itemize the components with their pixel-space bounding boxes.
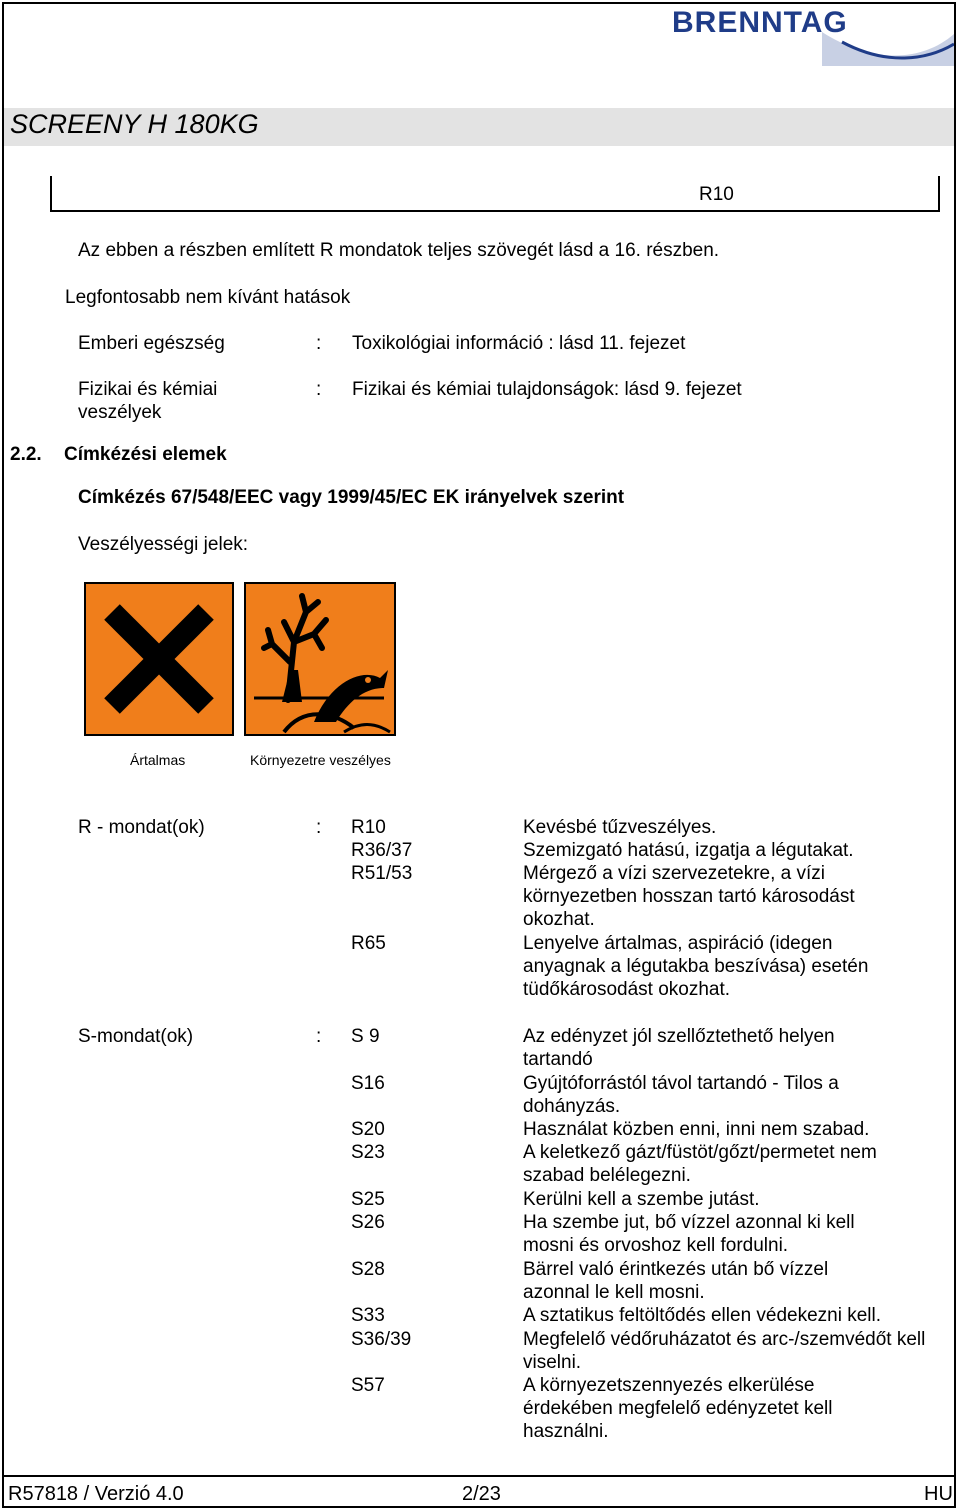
- s-phrase-code: S 9: [351, 1026, 380, 1047]
- s-phrase-code: S57: [351, 1375, 385, 1396]
- s-phrase-code: S16: [351, 1073, 385, 1094]
- s-phrase-code: S26: [351, 1212, 385, 1233]
- effect-value: Toxikológiai információ : lásd 11. fejezet: [352, 333, 686, 354]
- s-phrase-code: S25: [351, 1189, 385, 1210]
- r-phrase-code: R51/53: [351, 863, 413, 884]
- harmful-x-icon: [84, 582, 234, 741]
- effect-value: Fizikai és kémiai tulajdonságok: lásd 9. fejezet: [352, 379, 742, 400]
- r-phrases-label: R - mondat(ok): [78, 817, 205, 838]
- directive-heading: Címkézés 67/548/EEC vagy 1999/45/EC EK irányelvek szerint: [78, 487, 625, 508]
- footer-language: HU: [924, 1483, 953, 1505]
- r-phrase-text: Szemizgató hatású, izgatja a légutakat.: [523, 840, 854, 861]
- r-phrase-code: R10: [351, 817, 386, 838]
- logo-wordmark: BRENNTAG: [672, 6, 848, 39]
- r-phrases-sep: :: [316, 817, 322, 838]
- s-phrase-text: Megfelelő védőruházatot és arc-/szemvédőt kell viselni.: [523, 1329, 926, 1373]
- pictogram-label: Környezetre veszélyes: [250, 752, 391, 768]
- environment-hazard-icon: [244, 582, 396, 741]
- effects-heading: Legfontosabb nem kívánt hatások: [65, 287, 351, 308]
- r-phrase-text: Mérgező a vízi szervezetekre, a vízi környezetben hosszan tartó károsodást okozhat.: [523, 863, 855, 930]
- s-phrase-text: Az edényzet jól szellőztethető helyen tartandó: [523, 1026, 835, 1070]
- s-phrase-code: S36/39: [351, 1329, 412, 1350]
- s-phrase-text: Gyújtóforrástól távol tartandó - Tilos a dohányzás.: [523, 1073, 839, 1117]
- s-phrase-text: A sztatikus feltöltődés ellen védekezni kell.: [523, 1305, 882, 1326]
- footer-divider: [4, 1475, 956, 1477]
- s-phrase-text: Kerülni kell a szembe jutást.: [523, 1189, 760, 1210]
- product-title: SCREENY H 180KG: [10, 109, 259, 139]
- effect-sep: :: [316, 333, 322, 354]
- r-phrase-code: R36/37: [351, 840, 413, 861]
- s-phrases-label: S-mondat(ok): [78, 1026, 194, 1047]
- brenntag-logo: [672, 4, 954, 66]
- effect-sep: :: [316, 379, 322, 400]
- section-number: 2.2.: [10, 444, 42, 465]
- hazard-symbols-label: Veszélyességi jelek:: [78, 534, 249, 555]
- section-title: Címkézési elemek: [64, 444, 227, 465]
- effect-label: Emberi egészség: [78, 333, 225, 354]
- s-phrase-text: A környezetszennyezés elkerülése érdekében megfelelő edényzetet kell használni.: [523, 1375, 833, 1442]
- r-phrase-text: Kevésbé tűzveszélyes.: [523, 817, 717, 838]
- footer-doc-id: R57818 / Verzió 4.0: [8, 1483, 184, 1505]
- footer-page-number: 2/23: [462, 1483, 501, 1505]
- top-box-label: R10: [699, 184, 734, 205]
- s-phrase-code: S23: [351, 1142, 385, 1163]
- s-phrase-code: S20: [351, 1119, 385, 1140]
- s-phrase-code: S33: [351, 1305, 385, 1326]
- r-phrase-text: Lenyelve ártalmas, aspiráció (idegen anyagnak a légutakba beszívása) esetén tüdőkárosodást okozhat.: [523, 933, 869, 1000]
- s-phrase-text: A keletkező gázt/füstöt/gőzt/permetet nem szabad belélegezni.: [523, 1142, 877, 1186]
- s-phrase-code: S28: [351, 1259, 385, 1280]
- s-phrases-sep: :: [316, 1026, 322, 1047]
- effect-label: Fizikai és kémiai veszélyek: [78, 379, 218, 423]
- top-box: [50, 176, 940, 212]
- s-phrase-text: Ha szembe jut, bő vízzel azonnal ki kell mosni és orvoshoz kell fordulni.: [523, 1212, 855, 1256]
- r-phrase-code: R65: [351, 933, 386, 954]
- s-phrase-text: Használat közben enni, inni nem szabad.: [523, 1119, 870, 1140]
- s-phrase-text: Bärrel való érintkezés után bő vízzel azonnal le kell mosni.: [523, 1259, 829, 1303]
- r-note: Az ebben a részben említett R mondatok teljes szövegét lásd a 16. részben.: [78, 240, 720, 261]
- pictogram-label: Ártalmas: [130, 752, 186, 768]
